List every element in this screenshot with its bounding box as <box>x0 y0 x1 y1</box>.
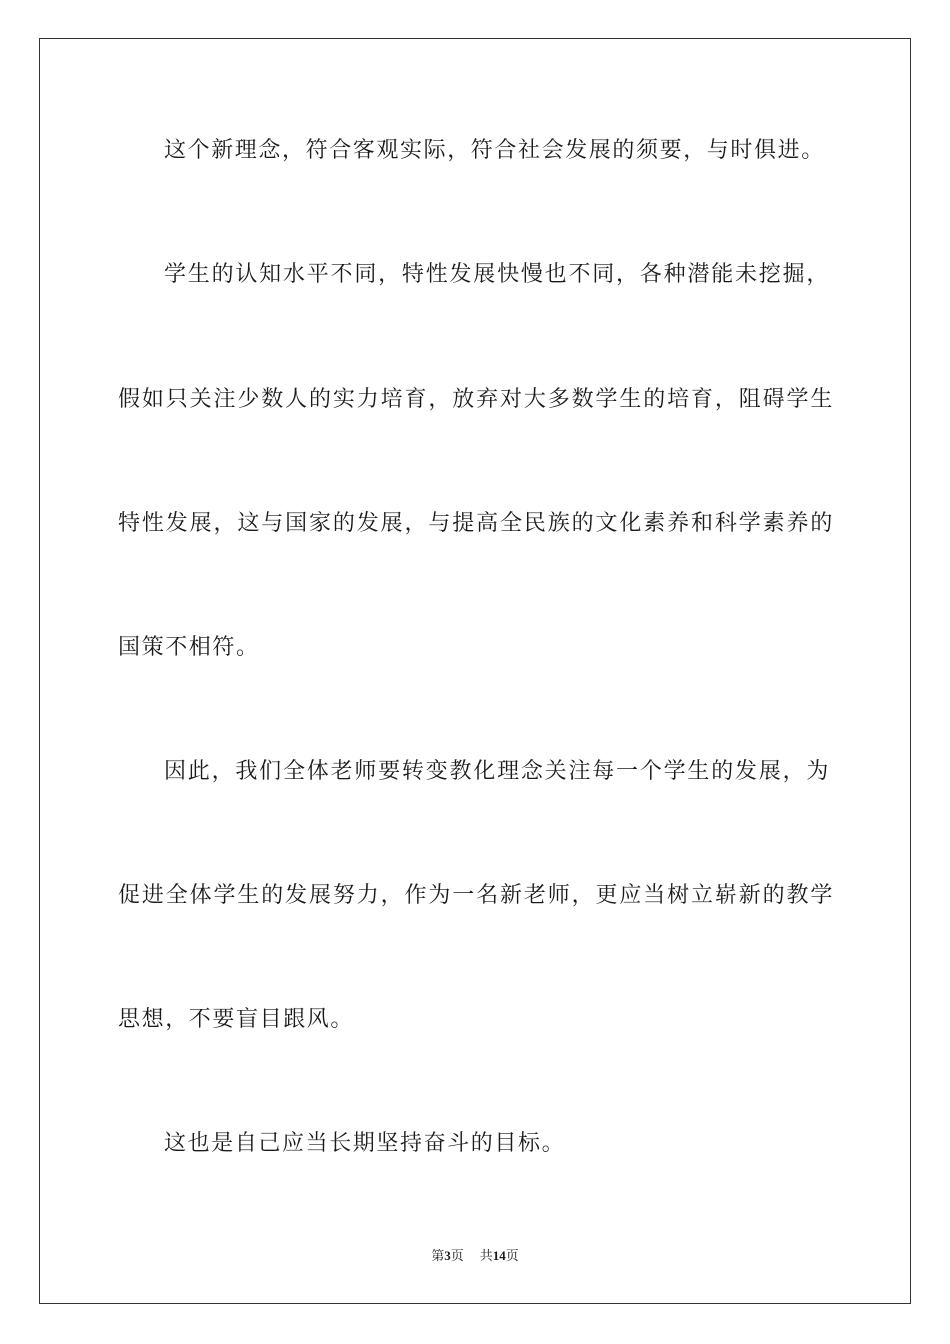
paragraph-line-8: 思想，不要盲目跟风。 <box>118 1007 355 1032</box>
paragraph-line-3: 假如只关注少数人的实力培育，放弃对大多数学生的培育，阻碍学生 <box>118 387 834 412</box>
footer-total-suffix: 页 <box>505 1248 519 1263</box>
footer-page-number: 3 <box>444 1248 451 1263</box>
paragraph-line-4: 特性发展，这与国家的发展，与提高全民族的文化素养和科学素养的 <box>118 511 834 536</box>
footer-page-prefix: 第 <box>431 1248 445 1263</box>
footer-total-prefix: 共 <box>479 1248 493 1263</box>
paragraph-line-6: 因此，我们全体老师要转变教化理念关注每一个学生的发展，为 <box>164 759 830 784</box>
footer-total-number: 14 <box>492 1248 506 1263</box>
paragraph-line-7: 促进全体学生的发展努力，作为一名新老师，更应当树立崭新的教学 <box>118 883 834 908</box>
page-border <box>39 38 911 1304</box>
footer-page-suffix: 页 <box>450 1248 464 1263</box>
paragraph-line-1: 这个新理念，符合客观实际，符合社会发展的须要，与时俱进。 <box>164 138 825 163</box>
paragraph-line-9: 这也是自己应当长期坚持奋斗的目标。 <box>164 1131 566 1156</box>
paragraph-line-2: 学生的认知水平不同，特性发展快慢也不同，各种潜能未挖掘， <box>164 262 830 287</box>
paragraph-line-5: 国策不相符。 <box>118 635 260 660</box>
page-footer <box>0 1248 950 1264</box>
